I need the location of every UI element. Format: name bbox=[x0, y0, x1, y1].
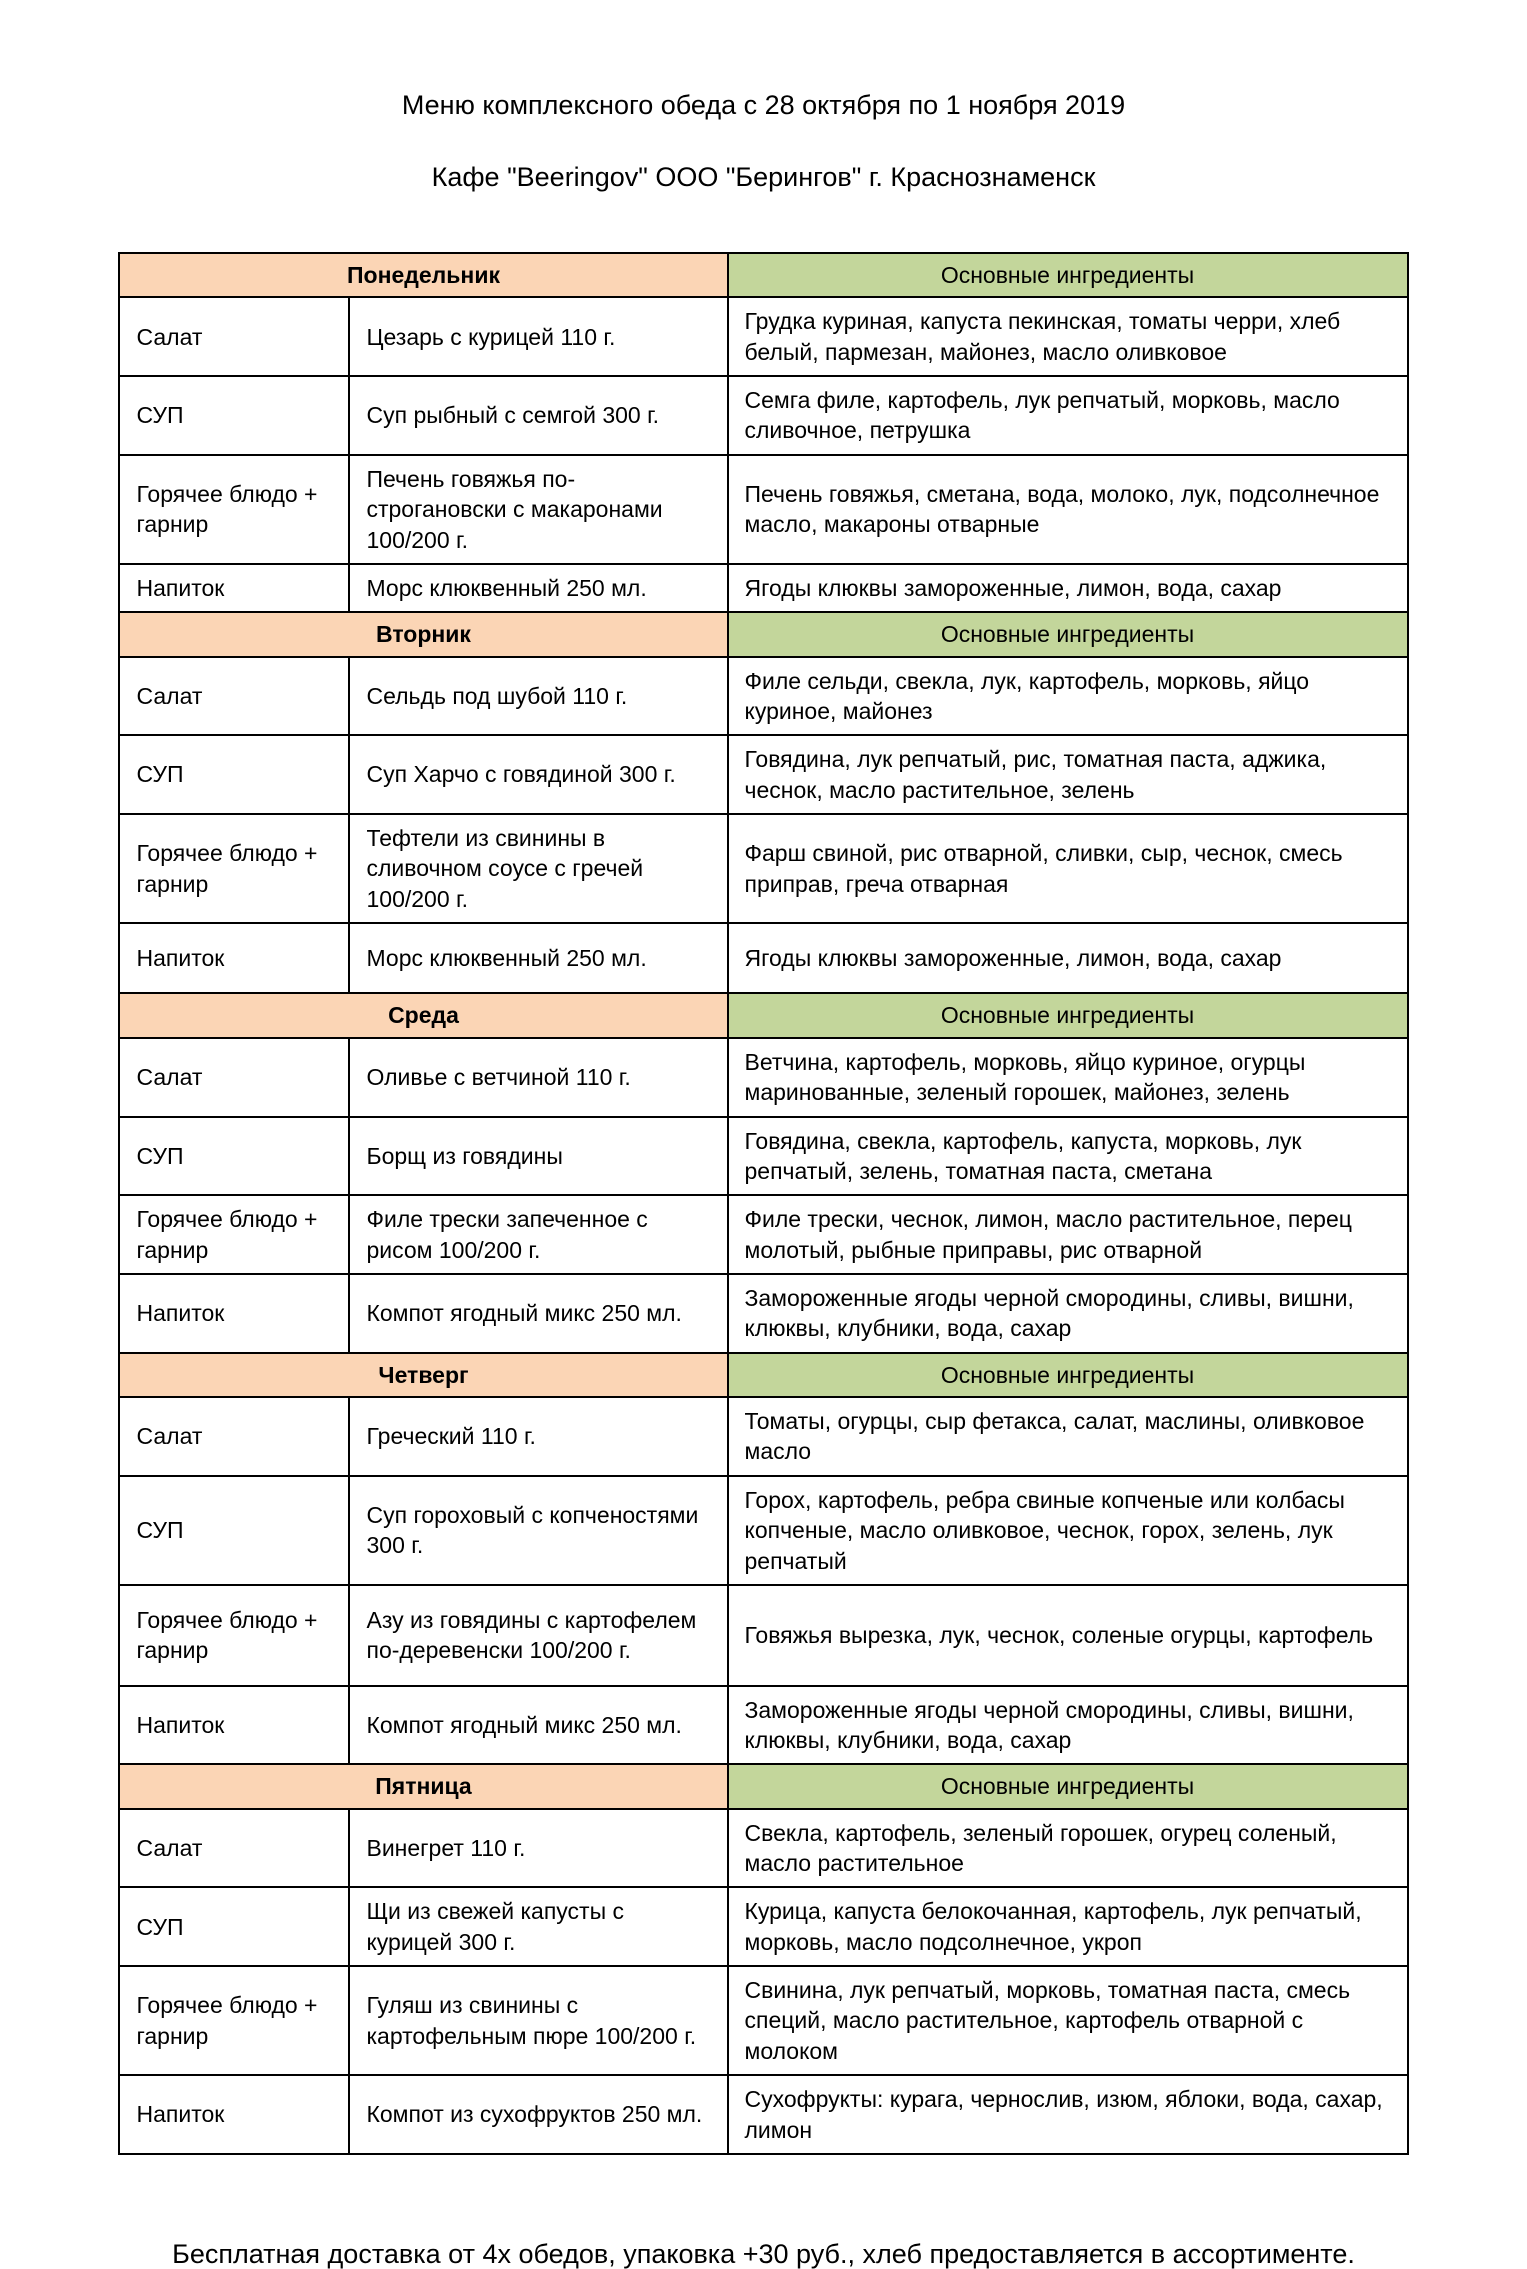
ingredients-header: Основные ингредиенты bbox=[728, 1764, 1408, 1808]
dish-cell: Цезарь с курицей 110 г. bbox=[349, 297, 727, 376]
category-cell: Горячее блюдо + гарнир bbox=[119, 814, 349, 923]
category-cell: Горячее блюдо + гарнир bbox=[119, 1585, 349, 1686]
category-cell: СУП bbox=[119, 376, 349, 455]
day-header-row-friday bbox=[119, 1764, 1407, 1808]
ingredients-cell: Ягоды клюквы замороженные, лимон, вода, сахар bbox=[728, 923, 1408, 993]
ingredients-cell: Ягоды клюквы замороженные, лимон, вода, сахар bbox=[728, 564, 1408, 612]
dish-cell: Морс клюквенный 250 мл. bbox=[349, 923, 727, 993]
category-cell: Напиток bbox=[119, 2075, 349, 2154]
dish-cell: Азу из говядины с картофелем по-деревенски 100/200 г. bbox=[349, 1585, 727, 1686]
ingredients-cell: Сухофрукты: курага, чернослив, изюм, яблоки, вода, сахар, лимон bbox=[728, 2075, 1408, 2154]
dish-cell: Тефтели из свинины в сливочном соусе с гречей 100/200 г. bbox=[349, 814, 727, 923]
dish-cell: Морс клюквенный 250 мл. bbox=[349, 564, 727, 612]
ingredients-cell: Фарш свиной, рис отварной, сливки, сыр, чеснок, смесь приправ, греча отварная bbox=[728, 814, 1408, 923]
ingredients-header: Основные ингредиенты bbox=[728, 253, 1408, 297]
menu-row-friday-salad bbox=[119, 1809, 1407, 1888]
day-header-row-thursday bbox=[119, 1353, 1407, 1397]
dish-cell: Винегрет 110 г. bbox=[349, 1809, 727, 1888]
dish-cell: Компот ягодный микс 250 мл. bbox=[349, 1274, 727, 1353]
ingredients-header: Основные ингредиенты bbox=[728, 612, 1408, 656]
dish-cell: Суп рыбный с семгой 300 г. bbox=[349, 376, 727, 455]
category-cell: Салат bbox=[119, 297, 349, 376]
dish-cell: Суп Харчо с говядиной 300 г. bbox=[349, 735, 727, 814]
day-header-tuesday: Вторник bbox=[119, 612, 727, 656]
day-header-wednesday: Среда bbox=[119, 993, 727, 1037]
ingredients-cell: Филе трески, чеснок, лимон, масло растительное, перец молотый, рыбные приправы, рис отварной bbox=[728, 1195, 1408, 1274]
dish-cell: Суп гороховый с копченостями 300 г. bbox=[349, 1476, 727, 1585]
ingredients-header: Основные ингредиенты bbox=[728, 993, 1408, 1037]
category-cell: Салат bbox=[119, 1809, 349, 1888]
dish-cell: Щи из свежей капусты с курицей 300 г. bbox=[349, 1887, 727, 1966]
category-cell: Салат bbox=[119, 1397, 349, 1476]
delivery-note: Бесплатная доставка от 4х обедов, упаковка +30 руб., хлеб предоставляется в ассортименте. bbox=[172, 2238, 1355, 2269]
category-cell: СУП bbox=[119, 1887, 349, 1966]
category-cell: Горячее блюдо + гарнир bbox=[119, 1195, 349, 1274]
menu-row-monday-salad bbox=[119, 297, 1407, 376]
menu-row-friday-soup bbox=[119, 1887, 1407, 1966]
day-header-thursday: Четверг bbox=[119, 1353, 727, 1397]
category-cell: Горячее блюдо + гарнир bbox=[119, 1966, 349, 2075]
category-cell: СУП bbox=[119, 1117, 349, 1196]
menu-row-tuesday-soup bbox=[119, 735, 1407, 814]
weekly-menu-table bbox=[118, 252, 1408, 2155]
dish-cell: Оливье с ветчиной 110 г. bbox=[349, 1038, 727, 1117]
menu-row-monday-soup bbox=[119, 376, 1407, 455]
ingredients-cell: Говядина, лук репчатый, рис, томатная паста, аджика, чеснок, масло растительное, зелень bbox=[728, 735, 1408, 814]
day-header-friday: Пятница bbox=[119, 1764, 727, 1808]
ingredients-cell: Печень говяжья, сметана, вода, молоко, лук, подсолнечное масло, макароны отварные bbox=[728, 455, 1408, 564]
ingredients-cell: Говядина, свекла, картофель, капуста, морковь, лук репчатый, зелень, томатная паста, сметана bbox=[728, 1117, 1408, 1196]
menu-row-friday-drink bbox=[119, 2075, 1407, 2154]
page-subtitle: Кафе "Beeringov" ООО "Берингов" г. Краснознаменск bbox=[431, 162, 1096, 192]
dish-cell: Филе трески запеченное с рисом 100/200 г. bbox=[349, 1195, 727, 1274]
category-cell: СУП bbox=[119, 735, 349, 814]
menu-row-wednesday-hot-dish bbox=[119, 1195, 1407, 1274]
category-cell: Напиток bbox=[119, 1686, 349, 1765]
category-cell: Напиток bbox=[119, 1274, 349, 1353]
menu-row-wednesday-drink bbox=[119, 1274, 1407, 1353]
dish-cell: Борщ из говядины bbox=[349, 1117, 727, 1196]
ingredients-cell: Горох, картофель, ребра свиные копченые или колбасы копченые, масло оливковое, чеснок, горох, зелень, лук репчатый bbox=[728, 1476, 1408, 1585]
ingredients-cell: Семга филе, картофель, лук репчатый, морковь, масло сливочное, петрушка bbox=[728, 376, 1408, 455]
ingredients-cell: Грудка куриная, капуста пекинская, томаты черри, хлеб белый, пармезан, майонез, масло оливковое bbox=[728, 297, 1408, 376]
menu-row-thursday-soup bbox=[119, 1476, 1407, 1585]
ingredients-cell: Томаты, огурцы, сыр фетакса, салат, маслины, оливковое масло bbox=[728, 1397, 1408, 1476]
dish-cell: Греческий 110 г. bbox=[349, 1397, 727, 1476]
menu-row-tuesday-salad bbox=[119, 657, 1407, 736]
day-header-row-wednesday bbox=[119, 993, 1407, 1037]
menu-row-thursday-salad bbox=[119, 1397, 1407, 1476]
menu-row-tuesday-hot-dish bbox=[119, 814, 1407, 923]
menu-row-wednesday-salad bbox=[119, 1038, 1407, 1117]
ingredients-cell: Говяжья вырезка, лук, чеснок, соленые огурцы, картофель bbox=[728, 1585, 1408, 1686]
dish-cell: Сельдь под шубой 110 г. bbox=[349, 657, 727, 736]
menu-row-thursday-hot-dish bbox=[119, 1585, 1407, 1686]
day-header-row-monday bbox=[119, 253, 1407, 297]
category-cell: СУП bbox=[119, 1476, 349, 1585]
ingredients-cell: Филе сельди, свекла, лук, картофель, морковь, яйцо куриное, майонез bbox=[728, 657, 1408, 736]
day-header-monday: Понедельник bbox=[119, 253, 727, 297]
ingredients-header: Основные ингредиенты bbox=[728, 1353, 1408, 1397]
dish-cell: Печень говяжья по-строгановски с макаронами 100/200 г. bbox=[349, 455, 727, 564]
dish-cell: Компот ягодный микс 250 мл. bbox=[349, 1686, 727, 1765]
ingredients-cell: Замороженные ягоды черной смородины, сливы, вишни, клюквы, клубники, вода, сахар bbox=[728, 1686, 1408, 1765]
menu-row-tuesday-drink bbox=[119, 923, 1407, 993]
day-header-row-tuesday bbox=[119, 612, 1407, 656]
ingredients-cell: Ветчина, картофель, морковь, яйцо куриное, огурцы маринованные, зеленый горошек, майонез, зелень bbox=[728, 1038, 1408, 1117]
category-cell: Напиток bbox=[119, 564, 349, 612]
menu-row-monday-hot-dish bbox=[119, 455, 1407, 564]
category-cell: Салат bbox=[119, 657, 349, 736]
menu-row-monday-drink bbox=[119, 564, 1407, 612]
category-cell: Салат bbox=[119, 1038, 349, 1117]
menu-row-friday-hot-dish bbox=[119, 1966, 1407, 2075]
dish-cell: Компот из сухофруктов 250 мл. bbox=[349, 2075, 727, 2154]
ingredients-cell: Замороженные ягоды черной смородины, сливы, вишни, клюквы, клубники, вода, сахар bbox=[728, 1274, 1408, 1353]
category-cell: Горячее блюдо + гарнир bbox=[119, 455, 349, 564]
page-title: Меню комплексного обеда с 28 октября по 1 ноября 2019 bbox=[401, 90, 1126, 120]
ingredients-cell: Курица, капуста белокочанная, картофель, лук репчатый, морковь, масло подсолнечное, укроп bbox=[728, 1887, 1408, 1966]
ingredients-cell: Свинина, лук репчатый, морковь, томатная паста, смесь специй, масло растительное, картофель отварной с молоком bbox=[728, 1966, 1408, 2075]
dish-cell: Гуляш из свинины с картофельным пюре 100/200 г. bbox=[349, 1966, 727, 2075]
menu-row-thursday-drink bbox=[119, 1686, 1407, 1765]
ingredients-cell: Свекла, картофель, зеленый горошек, огурец соленый, масло растительное bbox=[728, 1809, 1408, 1888]
category-cell: Напиток bbox=[119, 923, 349, 993]
menu-row-wednesday-soup bbox=[119, 1117, 1407, 1196]
